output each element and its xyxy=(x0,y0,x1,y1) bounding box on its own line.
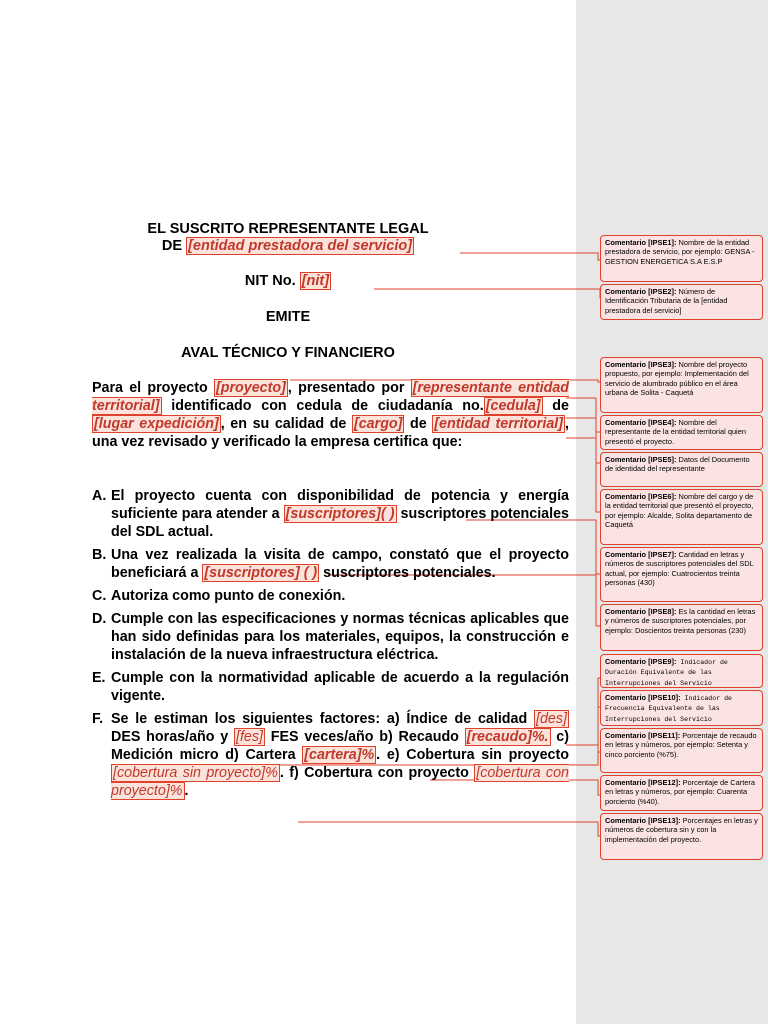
list-item-f xyxy=(92,710,569,800)
list-text: Una vez realizada la visita de campo, constató que el proyecto beneficiará a xyxy=(111,547,569,581)
comment-title: Comentario [IPSE1]: xyxy=(605,238,677,247)
comment-title: Comentario [IPSE9]: xyxy=(605,657,677,666)
placeholder-des[interactable]: [des] xyxy=(536,711,567,727)
placeholder-cartera[interactable]: [cartera]% xyxy=(304,747,375,763)
comment-balloon[interactable] xyxy=(600,357,763,413)
comment-body: Porcentaje de recaudo en letras y números, por ejemplo: Setenta y cinco porciento (%75). xyxy=(605,731,757,759)
nit-line xyxy=(0,272,576,290)
placeholder-entidad-territorial[interactable]: [entidad territorial] xyxy=(434,416,564,432)
intro-text: , presentado por xyxy=(287,380,411,396)
placeholder-entidad-prestadora[interactable]: [entidad prestadora del servicio] xyxy=(188,238,413,254)
list-text: c) Medición micro d) Cartera xyxy=(111,729,569,763)
list-text: El proyecto cuenta con disponibilidad de potencia y energía suficiente para atender a xyxy=(111,488,569,522)
list-marker: B. xyxy=(92,547,107,563)
list-text: . xyxy=(184,783,189,799)
intro-text: Para el proyecto xyxy=(92,380,214,396)
list-text: DES horas/año y xyxy=(111,729,234,745)
list-item-c xyxy=(92,587,569,605)
placeholder-representante[interactable]: [representante entidad territorial] xyxy=(92,380,569,414)
comment-body: Cantidad en letras y números de suscriptores potenciales del SDL actual, por ejemplo: Cuatrocientos treinta personas (430) xyxy=(605,550,754,588)
comment-title: Comentario [IPSE3]: xyxy=(605,360,677,369)
list-marker: A. xyxy=(92,488,107,504)
comment-balloon[interactable] xyxy=(600,728,763,773)
list-item-d xyxy=(92,610,569,664)
comment-title: Comentario [IPSE4]: xyxy=(605,418,677,427)
comment-balloon[interactable] xyxy=(600,489,763,545)
comment-title: Comentario [IPSE13]: xyxy=(605,816,681,825)
comment-body: Datos del Documento de identidad del representante xyxy=(605,455,750,474)
placeholder-recaudo[interactable]: [recaudo]%. xyxy=(466,729,549,745)
comment-title: Comentario [IPSE12]: xyxy=(605,778,681,787)
intro-text: identificado con cedula de ciudadanía no. xyxy=(161,398,484,414)
comment-balloon[interactable] xyxy=(600,690,763,726)
placeholder-nit[interactable]: [nit] xyxy=(301,273,330,289)
comment-balloon[interactable] xyxy=(600,547,763,602)
intro-text: de xyxy=(542,398,569,414)
comment-balloon[interactable] xyxy=(600,813,763,860)
list-marker: F. xyxy=(92,711,104,727)
placeholder-cobertura-sin[interactable]: [cobertura sin proyecto]% xyxy=(113,765,278,781)
comment-balloon[interactable] xyxy=(600,654,763,688)
placeholder-lugar-expedicion[interactable]: [lugar expedición] xyxy=(94,416,219,432)
list-text: . f) Cobertura con proyecto xyxy=(279,765,475,781)
comment-body: Indicador de Frecuencia Equivalente de las Interrupciones del Servicio xyxy=(605,695,733,723)
list-text: FES veces/año b) Recaudo xyxy=(265,729,465,745)
list-marker: E. xyxy=(92,670,106,686)
comment-body: Indicador de Duración Equivalente de las Interrupciones del Servicio xyxy=(605,659,728,687)
comment-body: Nombre de la entidad prestadora de servicio, por ejemplo: GENSA - GESTION ENERGETICA S.A E.S.P xyxy=(605,238,755,266)
intro-text: de xyxy=(404,416,433,432)
intro-text: , en su calidad de xyxy=(220,416,352,432)
list-item-b xyxy=(92,546,569,582)
placeholder-suscriptores-a[interactable]: [suscriptores]( ) xyxy=(285,506,395,522)
list-text: Cumple con las especificaciones y normas técnicas aplicables que han sido definidas para los materiales, equipos, la construcción e instalación de la nueva infraestructura eléctrica. xyxy=(111,611,569,663)
comment-balloon[interactable] xyxy=(600,415,763,450)
list-marker: D. xyxy=(92,611,107,627)
comment-title: Comentario [IPSE7]: xyxy=(605,550,677,559)
comment-title: Comentario [IPSE6]: xyxy=(605,492,677,501)
list-text: . e) Cobertura sin proyecto xyxy=(376,747,569,763)
comment-balloon[interactable] xyxy=(600,775,763,811)
comment-body: Nombre del proyecto propuesto, por ejemplo: Implementación del servicio de alumbrado público en el área urbana de Solita - Caquetá xyxy=(605,360,749,398)
comment-balloon[interactable] xyxy=(600,604,763,651)
list-text: suscriptores potenciales. xyxy=(319,565,496,581)
placeholder-proyecto[interactable]: [proyecto] xyxy=(215,380,286,396)
placeholder-suscriptores-b[interactable]: [suscriptores] ( ) xyxy=(204,565,318,581)
certification-list xyxy=(92,487,569,805)
placeholder-cargo[interactable]: [cargo] xyxy=(353,416,403,432)
comment-title: Comentario [IPSE2]: xyxy=(605,287,677,296)
placeholder-cedula[interactable]: [cedula] xyxy=(485,398,541,414)
comment-title: Comentario [IPSE5]: xyxy=(605,455,677,464)
comment-body: Nombre del representante de la entidad territorial quien presentó el proyecto. xyxy=(605,418,746,446)
comment-body: Porcentajes en letras y números de cobertura sin y con la implementación del proyecto. xyxy=(605,816,758,844)
list-item-a xyxy=(92,487,569,541)
list-text: Se le estiman los siguientes factores: a) Índice de calidad xyxy=(111,711,534,727)
nit-label: NIT No. xyxy=(244,273,296,289)
comment-balloon[interactable] xyxy=(600,284,763,320)
comment-title: Comentario [IPSE8]: xyxy=(605,607,677,616)
comment-body: Nombre del cargo y de la entidad territorial que presentó el proyecto, por ejemplo: Alcalde, Solita departamento de Caquetá xyxy=(605,492,754,530)
placeholder-fes[interactable]: [fes] xyxy=(235,729,264,745)
title-line-2 xyxy=(0,237,576,255)
aval-heading: AVAL TÉCNICO Y FINANCIERO xyxy=(181,345,395,361)
list-item-e xyxy=(92,669,569,705)
list-marker: C. xyxy=(92,588,107,604)
list-text: Autoriza como punto de conexión. xyxy=(111,588,346,604)
comment-body: Es la cantidad en letras y números de suscriptores potenciales, por ejemplo: Doscientos treinta personas (230) xyxy=(605,607,756,635)
comment-title: Comentario [IPSE10]: xyxy=(605,693,681,702)
list-text: suscriptores potenciales del SDL actual. xyxy=(111,506,570,540)
emite-heading: EMITE xyxy=(265,309,311,325)
comment-body: Porcentaje de Cartera en letras y números, por ejemplo: Cuarenta porciento (%40). xyxy=(605,778,755,806)
comment-balloon[interactable] xyxy=(600,235,763,282)
placeholder-cobertura-con[interactable]: [cobertura con proyecto]% xyxy=(111,765,569,799)
intro-text: , una vez revisado y verificado la empresa certifica que: xyxy=(92,416,569,450)
comment-balloon[interactable] xyxy=(600,452,763,487)
title-de: DE xyxy=(161,238,183,254)
title-line-1: EL SUSCRITO REPRESENTANTE LEGAL xyxy=(147,221,429,237)
intro-paragraph xyxy=(92,379,569,451)
comment-body: Número de Identificación Tributaria de la [entidad prestadora del servicio] xyxy=(605,287,728,315)
comment-title: Comentario [IPSE11]: xyxy=(605,731,681,740)
list-text: Cumple con la normatividad aplicable de acuerdo a la regulación vigente. xyxy=(111,670,569,704)
